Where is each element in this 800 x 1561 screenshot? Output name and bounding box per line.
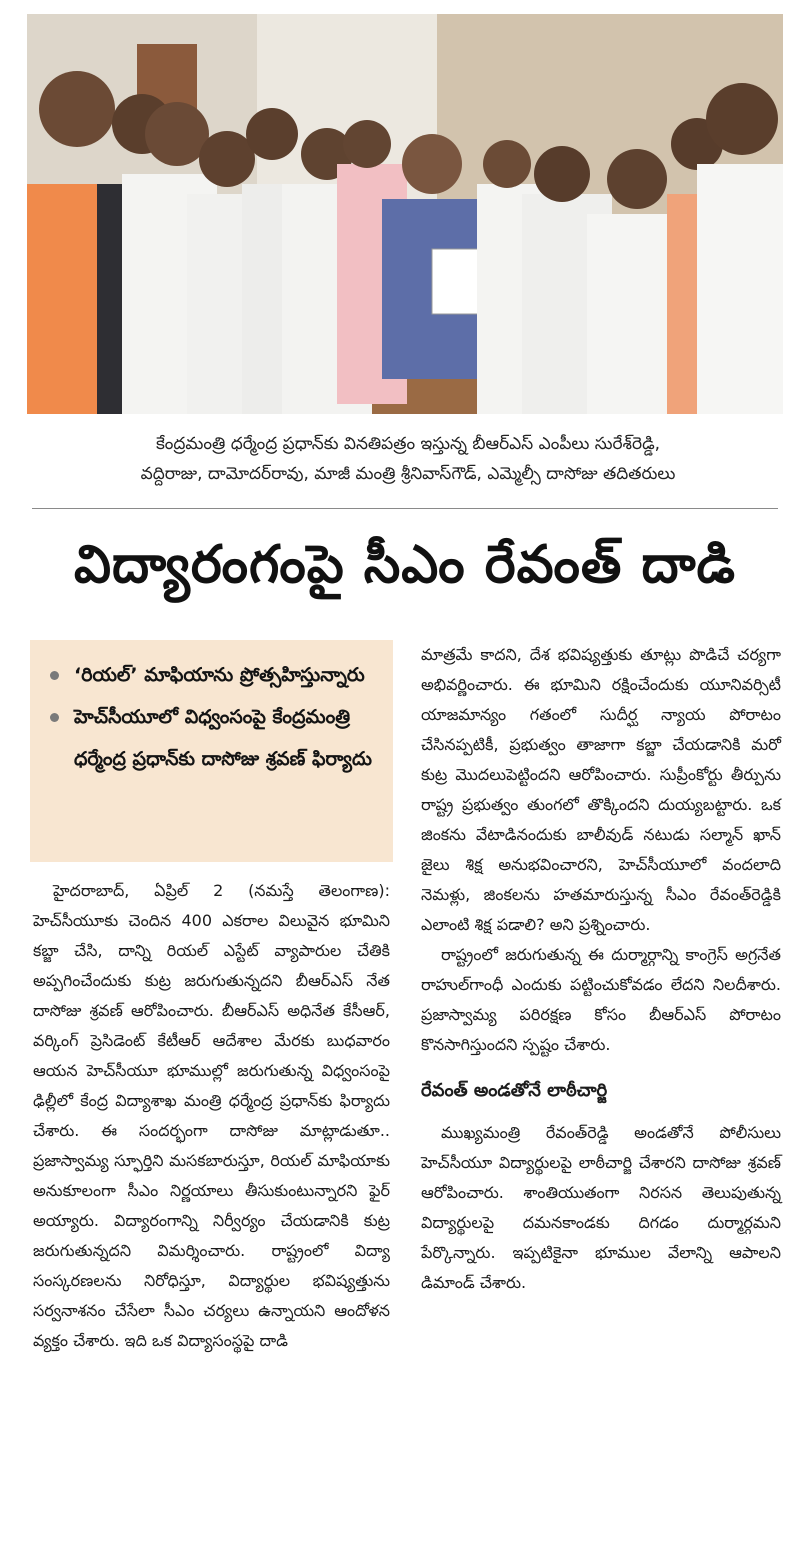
body-column-left xyxy=(33,876,390,1356)
highlight-item xyxy=(46,696,383,780)
news-photo xyxy=(27,14,783,414)
bullet-icon xyxy=(50,713,59,722)
body-paragraph: ముఖ్యమంత్రి రేవంత్‌రెడ్డి అండతోనే పోలీసులు హెచ్‌సీయూ విద్యార్థులపై లాఠీచార్జి చేశారని దాసోజు శ్రవణ్ ఆరోపించారు. శాంతియుతంగా నిరసన తెలుపుతున్న విద్యార్థులపై దమనకాండకు దిగడం దుర్మార్గమని పేర్కొన్నారు. ఇప్పటికైనా భూముల వేలాన్ని ఆపాలని డిమాండ్ చేశారు. xyxy=(421,1123,781,1292)
body-paragraph: మాత్రమే కాదని, దేశ భవిష్యత్తుకు తూట్లు పొడిచే చర్యగా అభివర్ణించారు. ఈ భూమిని రక్షించేందుకు యూనివర్సిటీ యాజమాన్యం గతంలో సుదీర్ఘ న్యాయ పోరాటం చేసినప్పటికీ, ప్రభుత్వం తాజాగా కబ్జా చేయడానికి మరో కుట్ర మొదలుపెట్టిందని ఆరోపించారు. సుప్రీంకోర్టు తీర్పును రాష్ట్ర ప్రభుత్వం తుంగలో తొక్కిందని దుయ్యబట్టారు. ఒక జింకను వేటాడినందుకు బాలీవుడ్ నటుడు సల్మాన్ ఖాన్ జైలు శిక్ష అనుభవించారని, హెచ్‌సీయూలో వందలాది నెమళ్లు, జింకలను హతమారుస్తున్న సీఎం రేవంత్‌రెడ్డికి ఎలాంటి శిక్ష పడాలి? అని ప్రశ్నించారు. xyxy=(421,645,781,934)
body-column-right xyxy=(421,640,781,1298)
headline: విద్యారంగంపై సీఎం రేవంత్ దాడి xyxy=(73,535,737,595)
subheading: రేవంత్ అండతోనే లాఠీచార్జి xyxy=(421,1080,608,1101)
caption-line-1: కేంద్రమంత్రి ధర్మేంద్ర ప్రధాన్‌కు వినతిపత్రం ఇస్తున్న బీఆర్‌ఎస్ ఎంపీలు సురేశ్‌రెడ్డి, xyxy=(155,434,661,454)
caption-line-2: వద్దిరాజు, దామోదర్‌రావు, మాజీ మంత్రి శ్రీనివాస్‌గౌడ్, ఎమ్మెల్సీ దాసోజు తదితరులు xyxy=(140,464,676,484)
divider xyxy=(32,508,778,509)
highlights-box xyxy=(30,640,393,862)
news-photo-icon xyxy=(27,14,783,414)
highlight-item xyxy=(46,654,383,696)
photo-caption xyxy=(38,429,778,489)
body-paragraph: హైదరాబాద్, ఏప్రిల్ 2 (నమస్తే తెలంగాణ): హెచ్‌సీయూకు చెందిన 400 ఎకరాల విలువైన భూమిని కబ్జా చేసి, దాన్ని రియల్ ఎస్టేట్ వ్యాపారుల చేతికి అప్పగించేందుకు కుట్ర జరుగుతున్నదని బీఆర్‌ఎస్ నేత దాసోజు శ్రవణ్ ఆరోపించారు. బీఆర్‌ఎస్ అధినేత కేసీఆర్, వర్కింగ్ ప్రెసిడెంట్ కేటీఆర్ ఆదేశాల మేరకు బుధవారం ఆయన హెచ్‌సీయూ భూముల్లో జరుగుతున్న విధ్వంసంపై ఢిల్లీలో కేంద్ర విద్యాశాఖ మంత్రి ధర్మేంద్ర ప్రధాన్‌కు ఫిర్యాదు చేశారు. ఈ సందర్భంగా దాసోజు మాట్లాడుతూ.. ప్రజాస్వామ్య స్ఫూర్తిని మసకబారుస్తూ, రియల్ మాఫియాకు అనుకూలంగా సీఎం నిర్ణయాలు తీసుకుంటున్నారని ఫైర్ అయ్యారు. విద్యారంగాన్ని నిర్వీర్యం చేయడానికి కుట్ర జరుగుతున్నదని విమర్శించారు. రాష్ట్రంలో విద్యా సంస్కరణలను నిరోధిస్తూ, విద్యార్థుల భవిష్యత్తును సర్వనాశనం చేసేలా సీఎం చర్యలు ఉన్నాయని ఆందోళన వ్యక్తం చేశారు. ఇది ఒక విద్యాసంస్థపై దాడి xyxy=(33,881,390,1350)
highlight-text: హెచ్‌సీయూలో విధ్వంసంపై కేంద్రమంత్రి ధర్మేంద్ర ప్రధాన్‌కు దాసోజు శ్రవణ్ ఫిర్యాదు xyxy=(74,706,372,770)
highlight-text: ‘రియల్’ మాఫియాను ప్రోత్సహిస్తున్నారు xyxy=(74,664,365,686)
bullet-icon xyxy=(50,671,59,680)
body-paragraph: రాష్ట్రంలో జరుగుతున్న ఈ దుర్మార్గాన్ని కాంగ్రెస్ అగ్రనేత రాహుల్‌గాంధీ ఎందుకు పట్టించుకోవడం లేదని నిలదీశారు. ప్రజాస్వామ్య పరిరక్షణ కోసం బీఆర్‌ఎస్ పోరాటం కొనసాగిస్తుందని స్పష్టం చేశారు. xyxy=(421,945,781,1054)
